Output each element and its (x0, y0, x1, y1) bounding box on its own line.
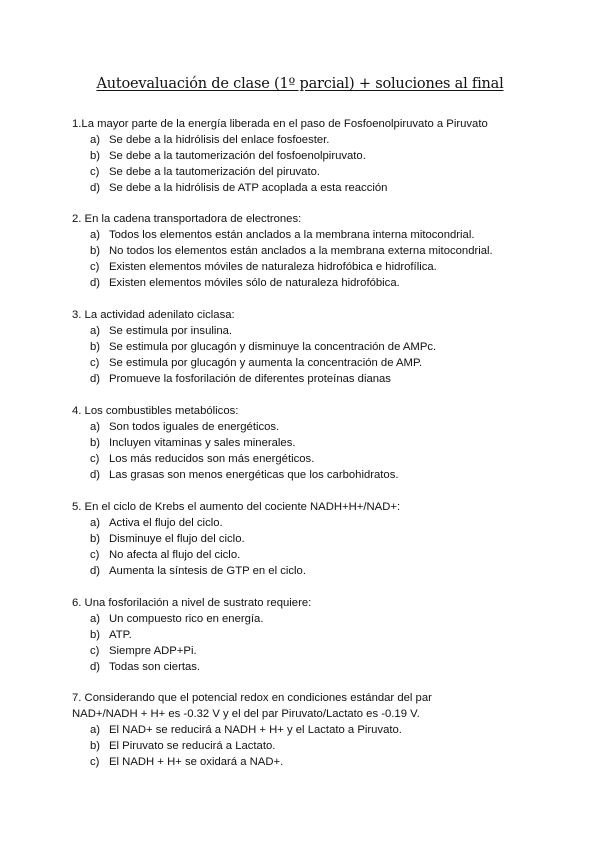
options-list (72, 323, 542, 387)
question-3 (72, 307, 542, 387)
option-item (72, 754, 542, 770)
option-item (72, 659, 542, 675)
question-stem: 3. La actividad adenilato ciclasa: (72, 309, 235, 321)
option-letter: b) (90, 437, 101, 449)
option-text: Existen elementos móviles sólo de naturaleza hidrofóbica. (109, 277, 400, 289)
option-text: Activa el flujo del ciclo. (109, 517, 223, 529)
question-4 (72, 403, 542, 483)
option-item (72, 627, 542, 643)
option-text: Se estimula por glucagón y aumenta la concentración de AMP. (109, 357, 423, 369)
option-item (72, 243, 542, 259)
option-letter: b) (90, 740, 101, 752)
question-stem: 2. En la cadena transportadora de electrones: (72, 213, 302, 225)
option-text: Incluyen vitaminas y sales minerales. (109, 437, 296, 449)
question-7 (72, 690, 542, 770)
option-item (72, 180, 542, 196)
option-text: Todos los elementos están anclados a la membrana interna mitocondrial. (109, 229, 475, 241)
option-text: Aumenta la síntesis de GTP en el ciclo. (109, 565, 306, 577)
options-list (72, 419, 542, 483)
option-letter: b) (90, 341, 101, 353)
question-5 (72, 499, 542, 579)
question-stem: 6. Una fosforilación a nivel de sustrato requiere: (72, 597, 312, 609)
option-text: Son todos iguales de energéticos. (109, 421, 280, 433)
question-2 (72, 211, 542, 291)
option-text: No afecta al flujo del ciclo. (109, 549, 241, 561)
option-item (72, 547, 542, 563)
option-letter: b) (90, 629, 101, 641)
option-letter: a) (90, 517, 101, 529)
option-item (72, 164, 542, 180)
option-item (72, 451, 542, 467)
option-item (72, 275, 542, 291)
option-item (72, 611, 542, 627)
question-stem: 5. En el ciclo de Krebs el aumento del cociente NADH+H+/NAD+: (72, 501, 401, 513)
question-stem: 1.La mayor parte de la energía liberada en el paso de Fosfoenolpiruvato a Piruvato (72, 118, 488, 130)
option-item (72, 259, 542, 275)
option-item (72, 435, 542, 451)
option-letter: b) (90, 245, 101, 257)
option-item (72, 563, 542, 579)
option-text: Se debe a la tautomerización del piruvato. (109, 166, 321, 178)
question-6 (72, 595, 542, 675)
options-list (72, 722, 542, 770)
option-text: Las grasas son menos energéticas que los carbohidratos. (109, 469, 399, 481)
options-list (72, 515, 542, 579)
option-item (72, 323, 542, 339)
option-item (72, 643, 542, 659)
question-stem-continued: NAD+/NADH + H+ es -0.32 V y el del par Piruvato/Lactato es -0.19 V. (72, 708, 420, 720)
question-stem: 4. Los combustibles metabólicos: (72, 405, 239, 417)
option-letter: c) (90, 645, 100, 657)
option-letter: a) (90, 134, 101, 146)
option-letter: d) (90, 277, 101, 289)
option-item (72, 515, 542, 531)
option-letter: c) (90, 453, 100, 465)
option-letter: d) (90, 661, 101, 673)
option-text: Se estimula por insulina. (109, 325, 233, 337)
option-letter: d) (90, 373, 101, 385)
option-letter: a) (90, 325, 101, 337)
option-item (72, 738, 542, 754)
option-item (72, 419, 542, 435)
option-letter: b) (90, 150, 101, 162)
option-text: No todos los elementos están anclados a la membrana externa mitocondrial. (109, 245, 493, 257)
option-item (72, 339, 542, 355)
option-text: Se estimula por glucagón y disminuye la concentración de AMPc. (109, 341, 437, 353)
option-letter: d) (90, 182, 101, 194)
option-item (72, 227, 542, 243)
option-text: Los más reducidos son más energéticos. (109, 453, 315, 465)
option-letter: c) (90, 261, 100, 273)
page-title: Autoevaluación de clase (1º parcial) + soluciones al final (96, 76, 504, 92)
option-item (72, 722, 542, 738)
option-text: Se debe a la tautomerización del fosfoenolpiruvato. (109, 150, 366, 162)
option-item (72, 355, 542, 371)
option-text: Se debe a la hidrólisis del enlace fosfoester. (109, 134, 330, 146)
option-text: Un compuesto rico en energía. (109, 613, 264, 625)
option-item (72, 531, 542, 547)
option-letter: a) (90, 421, 101, 433)
option-item (72, 467, 542, 483)
option-letter: d) (90, 565, 101, 577)
option-text: Disminuye el flujo del ciclo. (109, 533, 245, 545)
option-text: Existen elementos móviles de naturaleza hidrofóbica e hidrofílica. (109, 261, 437, 273)
option-text: Promueve la fosforilación de diferentes proteínas dianas (109, 373, 391, 385)
option-letter: b) (90, 533, 101, 545)
option-text: El NADH + H+ se oxidará a NAD+. (109, 756, 284, 768)
option-letter: c) (90, 756, 100, 768)
options-list (72, 132, 542, 196)
option-item (72, 371, 542, 387)
option-text: Todas son ciertas. (109, 661, 201, 673)
question-1 (72, 116, 542, 196)
option-item (72, 132, 542, 148)
option-letter: d) (90, 469, 101, 481)
option-text: Siempre ADP+Pi. (109, 645, 197, 657)
options-list (72, 227, 542, 291)
options-list (72, 611, 542, 675)
option-letter: c) (90, 549, 100, 561)
option-letter: a) (90, 724, 101, 736)
option-text: El Piruvato se reducirá a Lactato. (109, 740, 276, 752)
option-letter: a) (90, 229, 101, 241)
option-text: ATP. (109, 629, 132, 641)
option-letter: c) (90, 357, 100, 369)
question-stem: 7. Considerando que el potencial redox en condiciones estándar del par (72, 692, 432, 704)
option-item (72, 148, 542, 164)
option-text: Se debe a la hidrólisis de ATP acoplada a esta reacción (109, 182, 388, 194)
option-text: El NAD+ se reducirá a NADH + H+ y el Lactato a Piruvato. (109, 724, 402, 736)
option-letter: c) (90, 166, 100, 178)
option-letter: a) (90, 613, 101, 625)
